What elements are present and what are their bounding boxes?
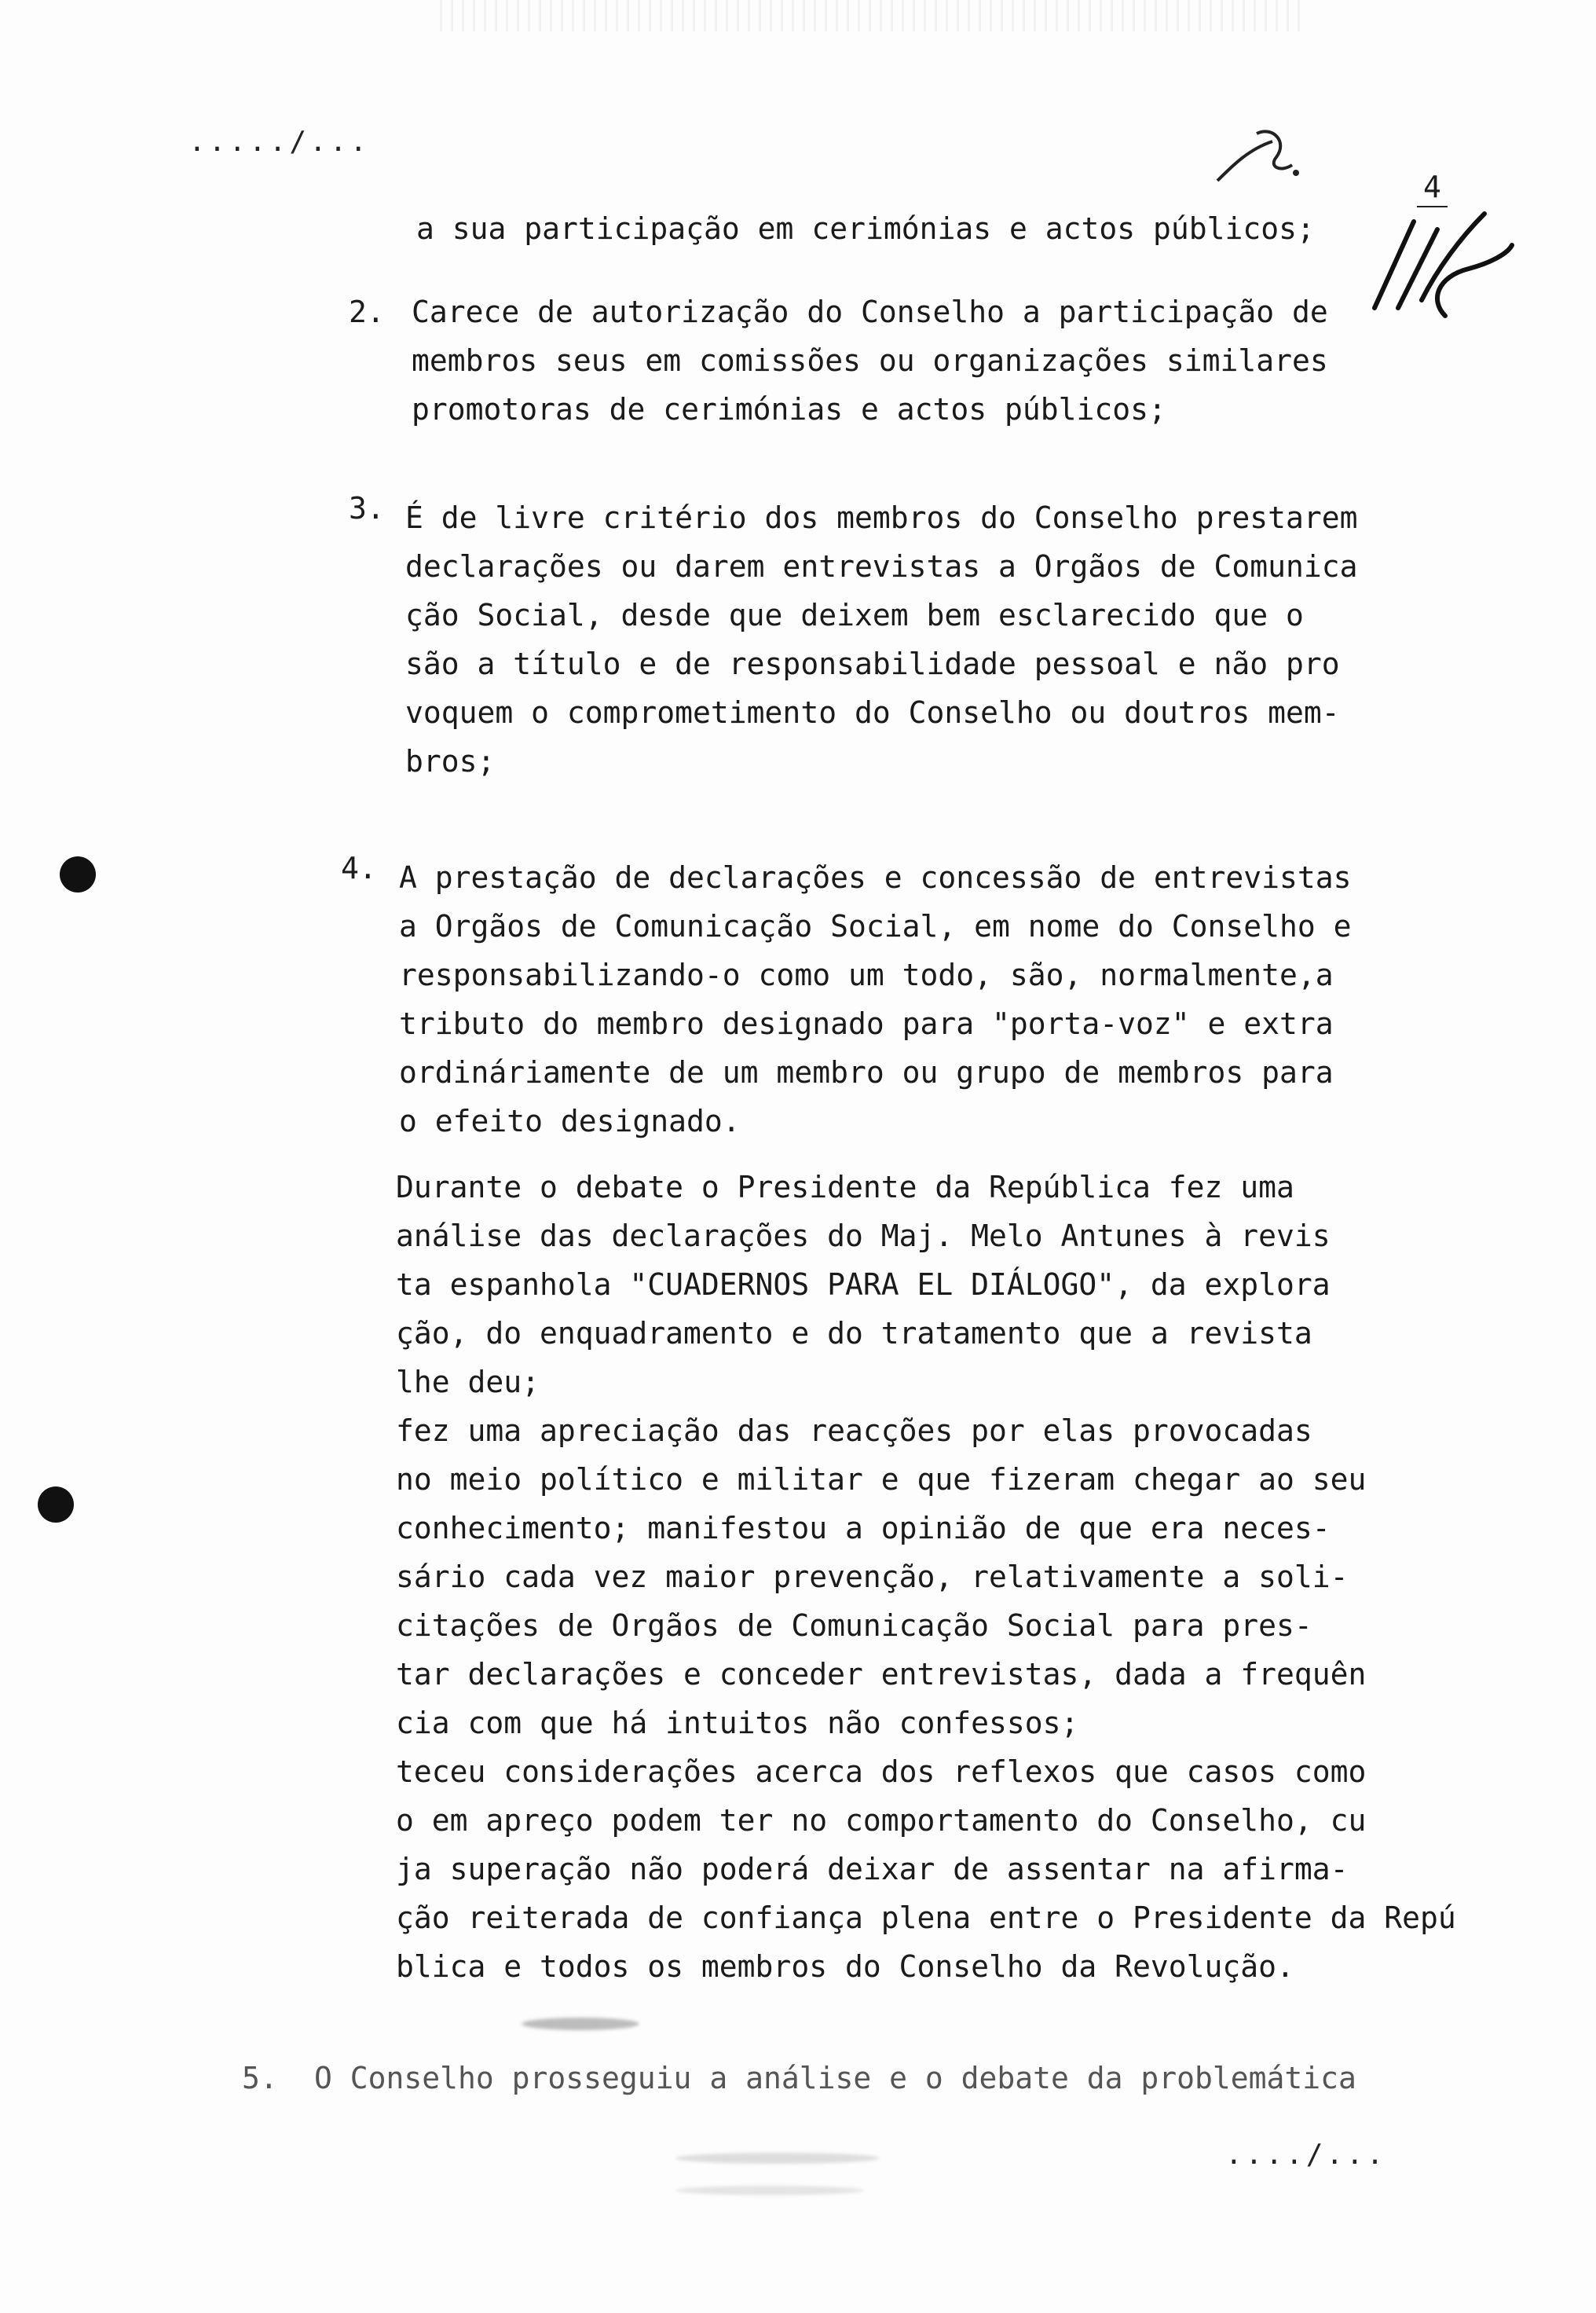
paragraph-3-line: bros; xyxy=(405,744,496,779)
paragraph-3-number: 3. xyxy=(349,491,385,526)
paragraph-5-number: 5. xyxy=(242,2061,278,2095)
punch-hole xyxy=(60,856,96,893)
handwritten-signature xyxy=(1367,206,1516,324)
debate-line: citações de Orgãos de Comunicação Social para pres- xyxy=(396,1608,1312,1643)
paragraph-4-line: a Orgãos de Comunicação Social, em nome do Conselho e xyxy=(399,909,1352,944)
debate-line: análise das declarações do Maj. Melo Antunes à revis xyxy=(396,1219,1331,1253)
debate-line: ção reiterada de confiança plena entre o Presidente da Repú xyxy=(396,1901,1456,1935)
debate-line: ção, do enquadramento e do tratamento que a revista xyxy=(396,1316,1312,1351)
paragraph-2-line: Carece de autorização do Conselho a participação de xyxy=(412,295,1328,329)
paragraph-2-number: 2. xyxy=(349,295,385,329)
ink-smudge xyxy=(522,2018,639,2030)
paragraph-4-line: responsabilizando-o como um todo, são, normalmente,a xyxy=(399,958,1334,992)
paragraph-1-tail: a sua participação em cerimónias e actos públicos; xyxy=(416,211,1315,246)
ink-smudge xyxy=(675,2153,880,2164)
paragraph-2-line: promotoras de cerimónias e actos públicos; xyxy=(412,392,1166,427)
paragraph-3-line: É de livre critério dos membros do Conselho prestarem xyxy=(405,500,1358,535)
debate-line: tar declarações e conceder entrevistas, dada a frequên xyxy=(396,1657,1367,1692)
debate-line: lhe deu; xyxy=(396,1365,540,1399)
paragraph-3-line: são a título e de responsabilidade pessoal e não pro xyxy=(405,647,1340,681)
debate-line: blica e todos os membros do Conselho da Revolução. xyxy=(396,1949,1294,1984)
paragraph-3-line: voquem o comprometimento do Conselho ou doutros mem- xyxy=(405,695,1340,730)
paragraph-2-line: membros seus em comissões ou organizações similares xyxy=(412,343,1328,378)
debate-line: cia com que há intuitos não confessos; xyxy=(396,1706,1079,1740)
paragraph-3-line: ção Social, desde que deixem bem esclarecido que o xyxy=(405,598,1304,632)
continuation-marker-bottom: ..../... xyxy=(1225,2139,1387,2171)
paragraph-3-line: declarações ou darem entrevistas a Orgãos de Comunica xyxy=(405,549,1358,584)
debate-line: ja superação não poderá deixar de assentar na afirma- xyxy=(396,1852,1349,1886)
scan-artifact xyxy=(440,0,1304,31)
debate-line: o em apreço podem ter no comportamento do Conselho, cu xyxy=(396,1803,1367,1838)
debate-line: fez uma apreciação das reacções por elas provocadas xyxy=(396,1413,1312,1448)
ink-smudge xyxy=(675,2186,864,2195)
page-number: 4 xyxy=(1423,170,1441,204)
paragraph-4-number: 4. xyxy=(341,851,377,885)
paragraph-4-line: o efeito designado. xyxy=(399,1104,741,1138)
debate-line: no meio político e militar e que fizeram chegar ao seu xyxy=(396,1462,1367,1497)
paragraph-4-line: tributo do membro designado para "porta-voz" e extra xyxy=(399,1006,1334,1041)
debate-line: conhecimento; manifestou a opinião de que era neces- xyxy=(396,1511,1331,1545)
debate-line: sário cada vez maior prevenção, relativamente a soli- xyxy=(396,1560,1349,1594)
debate-line: Durante o debate o Presidente da República fez uma xyxy=(396,1170,1294,1204)
paragraph-4-line: ordináriamente de um membro ou grupo de membros para xyxy=(399,1055,1334,1090)
paragraph-5-line: O Conselho prosseguiu a análise e o debate da problemática xyxy=(314,2061,1356,2095)
continuation-marker-top: ...../... xyxy=(189,126,371,158)
punch-hole xyxy=(38,1486,74,1523)
paragraph-4-line: A prestação de declarações e concessão de entrevistas xyxy=(399,860,1352,895)
handwritten-initials xyxy=(1202,118,1312,212)
debate-line: ta espanhola "CUADERNOS PARA EL DIÁLOGO", da explora xyxy=(396,1267,1331,1302)
debate-line: teceu considerações acerca dos reflexos que casos como xyxy=(396,1754,1367,1789)
